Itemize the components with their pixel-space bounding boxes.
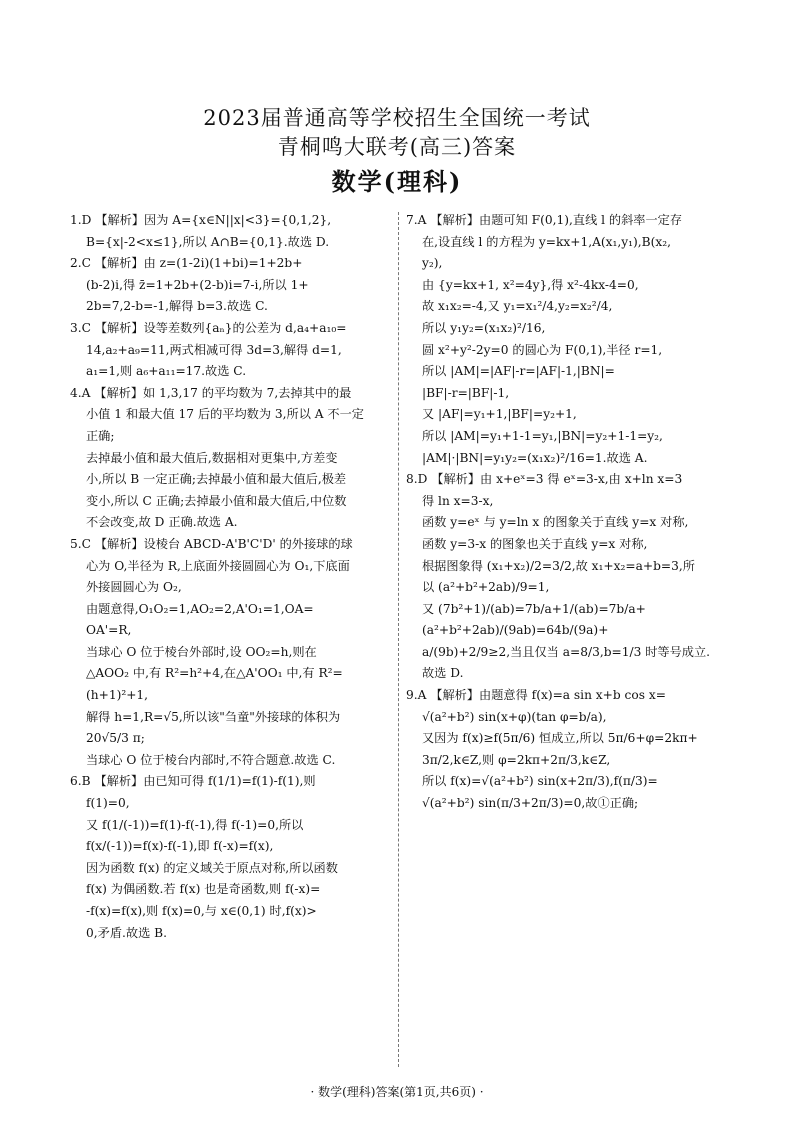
text-line: 0,矛盾.故选 B. [86, 925, 167, 940]
text-line: 故 x₁x₂=-4,又 y₁=x₁²/4,y₂=x₂²/4, [422, 299, 613, 314]
subject-title: 数学(理科) [331, 167, 463, 196]
text-line: f(1)=0, [86, 796, 130, 811]
text-line: |AM|·|BN|=y₁y₂=(x₁x₂)²/16=1.故选 A. [422, 450, 648, 465]
text-line: 又 f(1/(-1))=f(1)-f(-1),得 f(-1)=0,所以 [86, 817, 304, 832]
text-line: 不会改变,故 D 正确.故选 A. [86, 515, 238, 530]
text-line: 又 (7b²+1)/(ab)=7b/a+1/(ab)=7b/a+(a²+b²+2ab)/(9ab)=64b/(9a)+ [422, 601, 646, 638]
text-line: -f(x)=f(x),则 f(x)=0,与 x∈(0,1) 时,f(x)> [86, 904, 317, 918]
text-line: f(x/(-1))=f(x)-f(-1),即 f(-x)=f(x), [86, 839, 274, 854]
text-line: f(x) 为偶函数.若 f(x) 也是奇函数,则 f(-x)= [86, 882, 321, 897]
text-line: 所以 |AM|=|AF|-r=|AF|-1,|BN|= [422, 364, 615, 379]
text-line: 由题意得,O₁O₂=1,AO₂=2,A'O₁=1,OA= [86, 601, 314, 616]
text-line: 20√5/3 π; [86, 731, 145, 746]
text-line: 又 |AF|=y₁+1,|BF|=y₂+1, [422, 407, 577, 422]
text-line: 故选 D. [422, 666, 464, 681]
text-line: △AOO₂ 中,有 R²=h²+4,在△A'OO₁ 中,有 R²= [86, 666, 343, 681]
text-line: 9.A 【解析】由题意得 f(x)=a sin x+b cos x= [406, 688, 666, 703]
column-divider [398, 212, 399, 1067]
text-line: B={x|-2<x≤1},所以 A∩B={0,1}.故选 D. [86, 234, 330, 249]
text-line: OA'=R, [86, 623, 132, 638]
text-line: 由 {y=kx+1, x²=4y},得 x²-4kx-4=0, [422, 277, 639, 292]
text-line: 当球心 O 位于棱台内部时,不符合题意.故选 C. [86, 752, 336, 767]
text-line: 2b=7,2-b=-1,解得 b=3.故选 C. [86, 299, 268, 314]
text-line: 8.D 【解析】由 x+eˣ=3 得 eˣ=3-x,由 x+ln x=3 [406, 472, 683, 487]
exam-subtitle: 青桐鸣大联考(高三)答案 [277, 135, 517, 159]
text-line: 当球心 O 位于棱台外部时,设 OO₂=h,则在 [86, 644, 317, 659]
text-line: 变小,所以 C 正确;去掉最小值和最大值后,中位数 [86, 493, 347, 508]
text-line: 外接圆圆心为 O₂, [86, 580, 182, 595]
right-column [406, 210, 742, 815]
page-footer: · 数学(理科)答案(第1页,共6页) · [310, 1085, 484, 1099]
text-line: 1.D 【解析】因为 A={x∈N||x|<3}={0,1,2}, [70, 213, 332, 227]
text-line: 正确; [86, 428, 115, 443]
text-line: 因为函数 f(x) 的定义域关于原点对称,所以函数 [86, 860, 338, 875]
exam-title: 2023届普通高等学校招生全国统一考试 [203, 106, 591, 130]
text-line: 解得 h=1,R=√5,所以该"刍童"外接球的体积为 [86, 709, 341, 724]
left-column [70, 210, 392, 944]
text-line: 14,a₂+a₉=11,两式相减可得 3d=3,解得 d=1, [86, 342, 342, 357]
text-line: (b-2)i,得 z̄=1+2b+(2-b)i=7-i,所以 1+ [86, 277, 309, 292]
text-line: 心为 O,半径为 R,上底面外接圆圆心为 O₁,下底面 [86, 558, 350, 573]
text-line: 3.C 【解析】设等差数列{aₙ}的公差为 d,a₄+a₁₀= [70, 320, 347, 335]
text-line: a₁=1,则 a₆+a₁₁=17.故选 C. [86, 364, 247, 379]
text-line: 函数 y=3-x 的图象也关于直线 y=x 对称, [422, 536, 648, 551]
text-line: 6.B 【解析】由已知可得 f(1/1)=f(1)-f(1),则 [70, 774, 316, 789]
text-line: 所以 y₁y₂=(x₁x₂)²/16, [422, 320, 546, 335]
text-line: 所以 |AM|=y₁+1-1=y₁,|BN|=y₂+1-1=y₂, [422, 428, 663, 443]
text-line: 在,设直线 l 的方程为 y=kx+1,A(x₁,y₁),B(x₂, [422, 234, 672, 249]
text-line: 去掉最小值和最大值后,数据相对更集中,方差变 [86, 450, 338, 465]
text-line: y₂), [422, 256, 443, 271]
text-line: √(a²+b²) sin(π/3+2π/3)=0,故①正确; [422, 796, 639, 811]
text-line: (h+1)²+1, [86, 688, 149, 703]
text-line: 以 (a²+b²+2ab)/9=1, [422, 580, 550, 595]
text-line: 2.C 【解析】由 z=(1-2i)(1+bi)=1+2b+ [70, 256, 303, 271]
text-line: a/(9b)+2/9≥2,当且仅当 a=8/3,b=1/3 时等号成立. [422, 644, 711, 659]
text-line: 得 ln x=3-x, [422, 493, 494, 508]
text-line: 小值 1 和最大值 17 后的平均数为 3,所以 A 不一定 [86, 407, 364, 422]
text-line: 根据图象得 (x₁+x₂)/2=3/2,故 x₁+x₂=a+b=3,所 [422, 558, 695, 573]
text-line: 函数 y=eˣ 与 y=ln x 的图象关于直线 y=x 对称, [422, 515, 689, 530]
text-line: 圆 x²+y²-2y=0 的圆心为 F(0,1),半径 r=1, [422, 342, 663, 357]
text-line: 5.C 【解析】设棱台 ABCD-A'B'C'D' 的外接球的球 [70, 536, 353, 551]
text-line: 7.A 【解析】由题可知 F(0,1),直线 l 的斜率一定存 [406, 213, 683, 227]
text-line: 3π/2,k∈Z,则 φ=2kπ+2π/3,k∈Z, [422, 752, 611, 767]
text-line: 又因为 f(x)≥f(5π/6) 恒成立,所以 5π/6+φ=2kπ+ [422, 731, 698, 746]
text-line: |BF|-r=|BF|-1, [422, 385, 510, 400]
text-line: 所以 f(x)=√(a²+b²) sin(x+2π/3),f(π/3)= [422, 774, 658, 789]
text-line: √(a²+b²) sin(x+φ)(tan φ=b/a), [422, 709, 607, 724]
text-line: 小,所以 B 一定正确;去掉最小值和最大值后,极差 [86, 472, 347, 487]
text-line: 4.A 【解析】如 1,3,17 的平均数为 7,去掉其中的最 [70, 385, 352, 400]
